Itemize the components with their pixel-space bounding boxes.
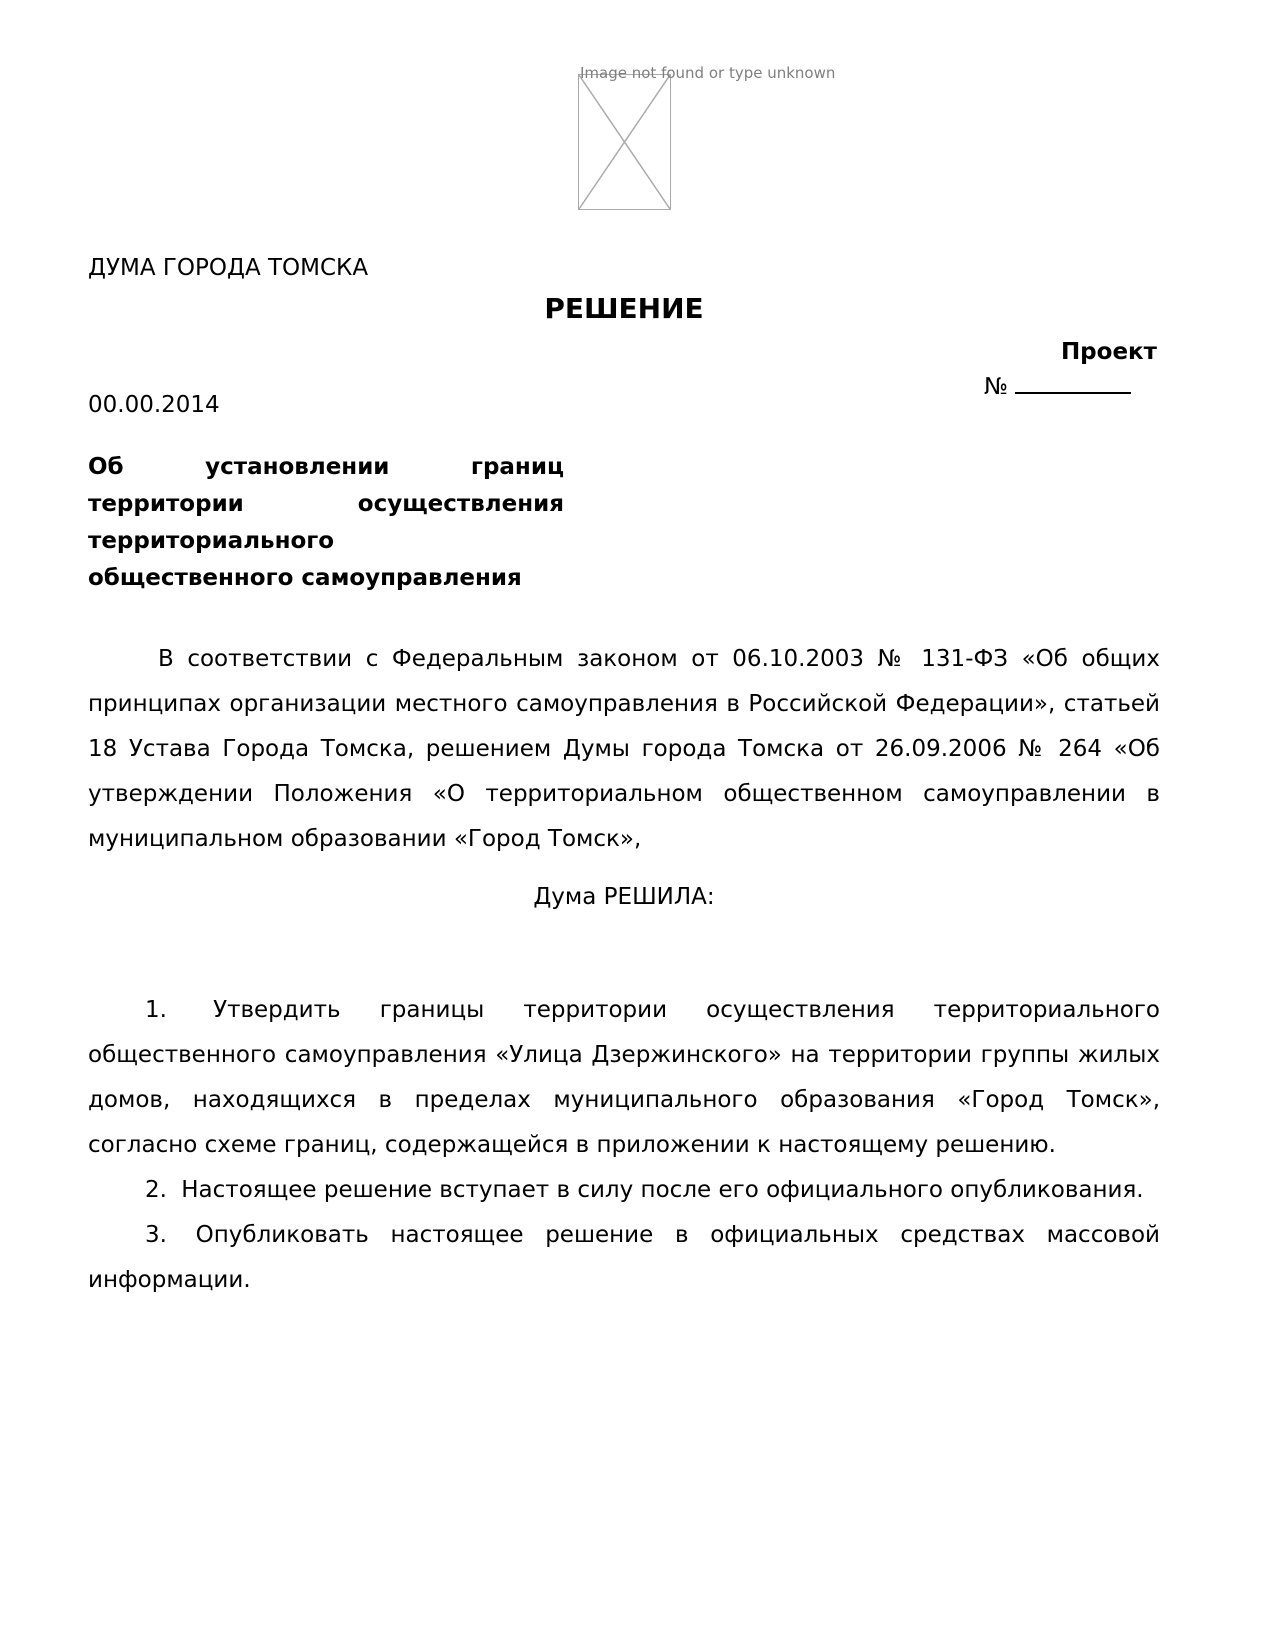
- draft-label: Проект: [1060, 339, 1157, 365]
- resolution-item-1: [88, 988, 1160, 1168]
- resolution-item-2: [88, 1168, 1160, 1213]
- numero-sign-label: №: [984, 374, 1008, 400]
- document-subject: [88, 449, 564, 597]
- broken-image-alt-text: Image not found or type unknown: [580, 64, 836, 82]
- resolution-item-3: [88, 1213, 1160, 1303]
- item-number: 1.: [145, 997, 167, 1023]
- item-text: Опубликовать настоящее решение в официальных средствах массовой информации.: [88, 1222, 1160, 1293]
- broken-image-icon: [578, 74, 671, 210]
- document-number-line: [984, 374, 1131, 400]
- preamble-paragraph: В соответствии с Федеральным законом от 06.10.2003 № 131-ФЗ «Об общих принципах организации местного самоуправления в Российской Федерации», статьей 18 Устава Города Томска, решением Думы города Томска от 26.09.2006 № 264 «Об утверждении Положения «О территориальном общественном самоуправлении в муниципальном образовании «Город Томск»,: [88, 646, 1160, 852]
- number-blank-line: [1015, 374, 1131, 394]
- item-text: Утвердить границы территории осуществления территориального общественного самоуправления «Улица Дзержинского» на территории группы жилых домов, находящихся в пределах муниципального образования «Город Томск», согласно схеме границ, содержащейся в приложении к настоящему решению.: [88, 997, 1160, 1158]
- document-date: 00.00.2014: [88, 392, 220, 418]
- item-text: Настоящее решение вступает в силу после его официального опубликования.: [181, 1177, 1144, 1203]
- subject-line-1: Об установлении границ: [88, 454, 564, 480]
- resolution-items: [88, 988, 1160, 1303]
- subject-line-2: территории осуществления: [88, 491, 564, 517]
- subject-line-3: территориального: [88, 528, 335, 554]
- resolution-heading: Дума РЕШИЛА:: [533, 884, 715, 910]
- organization-name: ДУМА ГОРОДА ТОМСКА: [88, 255, 369, 281]
- item-number: 3.: [145, 1222, 167, 1248]
- subject-line-4: общественного самоуправления: [88, 565, 522, 591]
- document-type-heading: РЕШЕНИЕ: [544, 292, 704, 325]
- item-number: 2.: [145, 1177, 167, 1203]
- broken-image-x-icon: [579, 75, 670, 209]
